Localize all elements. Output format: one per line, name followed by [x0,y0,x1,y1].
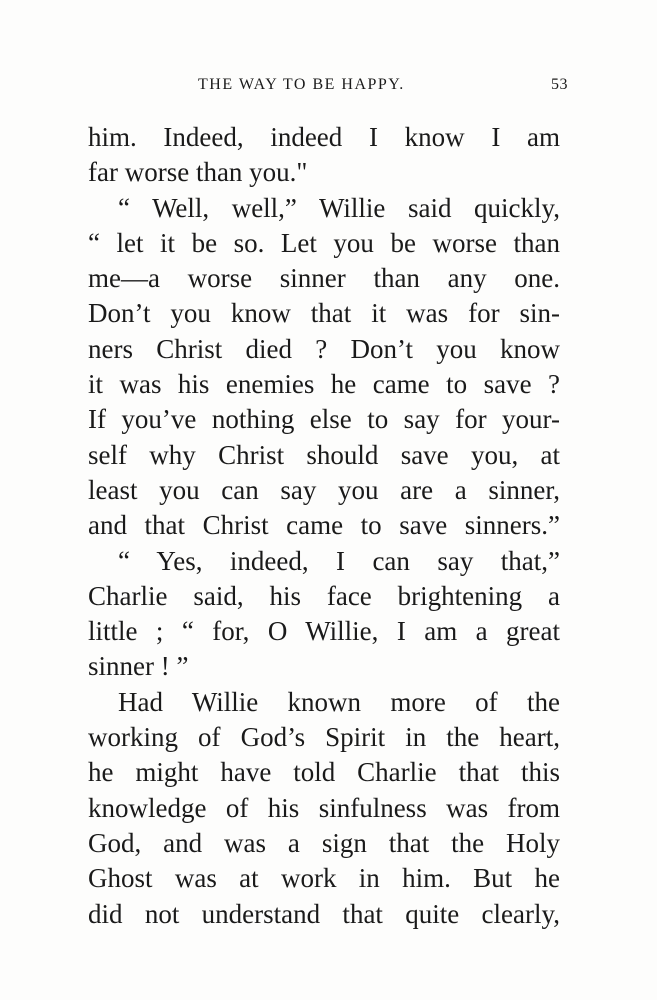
text-line: far worse than you." [88,157,308,188]
text-line: he might have told Charlie that this [88,757,560,788]
text-line: sinner ! ” [88,651,189,682]
text-line: it was his enemies he came to save ? [88,369,560,400]
text-line: least you can say you are a sinner, [88,474,560,505]
running-title: THE WAY TO BE HAPPY. [198,76,405,93]
text-line: “ Well, well,” Willie said quickly, [118,192,560,223]
running-head [88,76,568,100]
text-line: Ghost was at work in him. But he [88,863,560,894]
text-line: “ Yes, indeed, I can say that,” [118,545,560,576]
text-line: “ let it be so. Let you be worse than [88,227,560,258]
text-line: ners Christ died ? Don’t you know [88,333,560,364]
text-line: self why Christ should save you, at [88,439,560,470]
text-line: him. Indeed, indeed I know I am [88,122,560,152]
page-number: 53 [551,76,568,93]
text-line: Charlie said, his face brightening a [88,580,560,611]
text-line: knowledge of his sinfulness was from [88,792,560,823]
text-line: Don’t you know that it was for sin- [88,298,560,329]
text-line: God, and was a sign that the Holy [88,827,560,858]
text-line: did not understand that quite clearly, [88,898,560,929]
body-text [88,120,560,932]
text-line: little ; “ for, O Willie, I am a great [88,616,560,647]
text-line: If you’ve nothing else to say for your- [88,404,560,435]
text-line: me—a worse sinner than any one. [88,263,560,294]
text-line: Had Willie known more of the [118,686,560,717]
text-line: working of God’s Spirit in the heart, [88,722,560,753]
text-line: and that Christ came to save sinners.” [88,510,560,541]
